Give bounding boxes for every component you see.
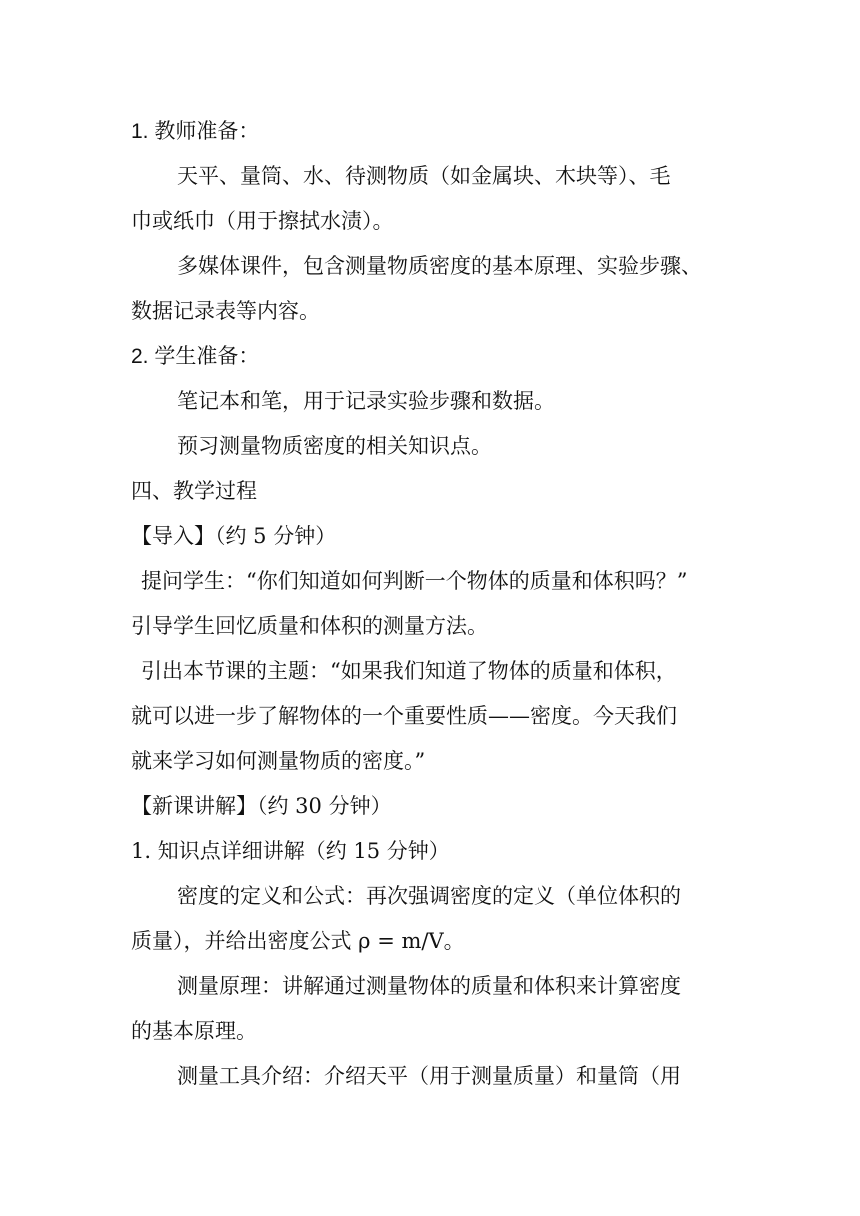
- student-prep-heading: 2. 学生准备：: [131, 345, 260, 368]
- paragraph-line: 测量原理：讲解通过测量物体的质量和体积来计算密度: [177, 974, 681, 998]
- paragraph-line: 引出本节课的主题：“如果我们知道了物体的质量和体积，: [141, 659, 677, 683]
- paragraph-line: 质量），并给出密度公式 ρ = m/V。: [131, 929, 465, 953]
- teacher-prep-heading: 1. 教师准备：: [131, 120, 260, 143]
- knowledge-heading: 1. 知识点详细讲解（约 15 分钟）: [131, 839, 450, 863]
- paragraph-line: 天平、量筒、水、待测物质（如金属块、木块等）、毛: [177, 164, 671, 188]
- paragraph-line: 笔记本和笔，用于记录实验步骤和数据。: [177, 389, 555, 413]
- new-lesson-heading: 【新课讲解】（约 30 分钟）: [131, 794, 392, 818]
- paragraph-line: 引导学生回忆质量和体积的测量方法。: [131, 614, 488, 638]
- paragraph-line: 预习测量物质密度的相关知识点。: [177, 434, 492, 458]
- intro-heading: 【导入】（约 5 分钟）: [131, 524, 337, 548]
- document-body: [131, 109, 731, 1099]
- paragraph-line: 就来学习如何测量物质的密度。”: [131, 749, 426, 773]
- paragraph-line: 测量工具介绍：介绍天平（用于测量质量）和量筒（用: [177, 1064, 681, 1088]
- paragraph-line: 密度的定义和公式：再次强调密度的定义（单位体积的: [177, 884, 681, 908]
- section-heading: 四、教学过程: [131, 479, 257, 503]
- paragraph-line: 提问学生：“你们知道如何判断一个物体的质量和体积吗？”: [141, 569, 688, 593]
- paragraph-line: 就可以进一步了解物体的一个重要性质——密度。今天我们: [131, 704, 677, 728]
- paragraph-line: 巾或纸巾（用于擦拭水渍）。: [131, 209, 394, 233]
- paragraph-line: 数据记录表等内容。: [131, 299, 320, 323]
- paragraph-line: 多媒体课件，包含测量物质密度的基本原理、实验步骤、: [177, 254, 702, 278]
- paragraph-line: 的基本原理。: [131, 1019, 257, 1043]
